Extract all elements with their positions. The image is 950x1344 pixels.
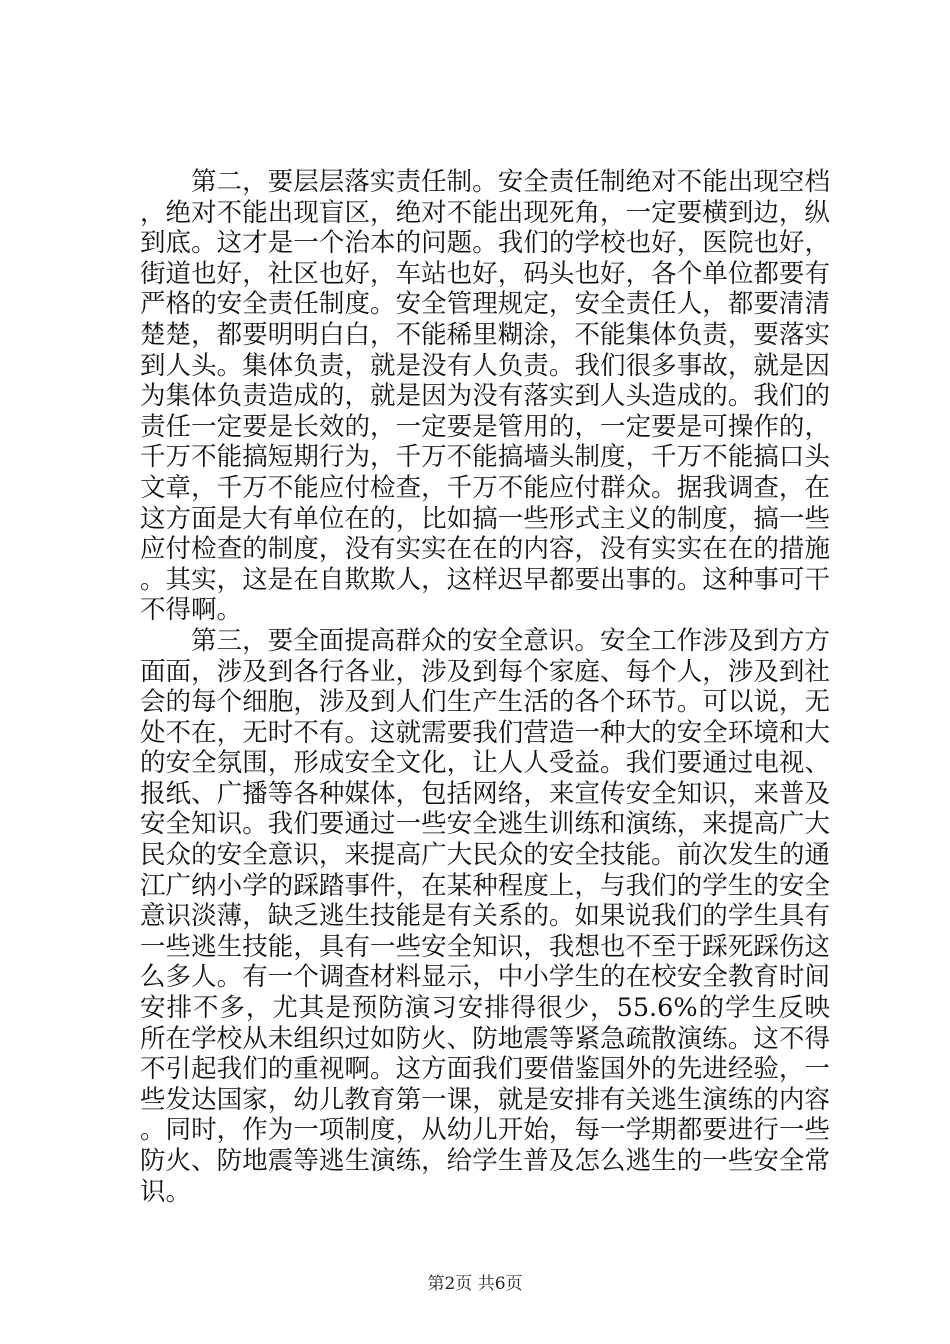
paragraph-safety-awareness: 第三，要全面提高群众的安全意识。安全工作涉及到方方面面，涉及到各行各业，涉及到每个家庭、每个人，涉及到社会的每个细胞，涉及到人们生产生活的各个环节。可以说，无处不在，无时不有。这就需要我们营造一种大的安全环境和大的安全氛围，形成安全文化，让人人受益。我们要通过电视、报纸、广播等各种媒体，包括网络，来宣传安全知识，来普及安全知识。我们要通过一些安全逃生训练和演练，来提高广大民众的安全意识，来提高广大民众的安全技能。前次发生的通江广纳小学的踩踏事件，在某种程度上，与我们的学生的安全意识淡薄，缺乏逃生技能是有关系的。如果说我们的学生具有一些逃生技能，具有一些安全知识，我想也不至于踩死踩伤这么多人。有一个调查材料显示，中小学生的在校安全教育时间安排不多，尤其是预防演习安排得很少，55.6%的学生反映所在学校从未组织过如防火、防地震等紧急疏散演练。这不得不引起我们的重视啊。这方面我们要借鉴国外的先进经验，一些发达国家，幼儿教育第一课，就是安排有关逃生演练的内容。同时，作为一项制度，从幼儿开始，每一学期都要进行一些防火、防地震等逃生演练，给学生普及怎么逃生的一些安全常识。	[140, 625, 830, 1207]
document-body	[140, 167, 830, 1207]
paragraph-responsibility-system: 第二，要层层落实责任制。安全责任制绝对不能出现空档，绝对不能出现盲区，绝对不能出现死角，一定要横到边，纵到底。这才是一个治本的问题。我们的学校也好，医院也好，街道也好，社区也好，车站也好，码头也好，各个单位都要有严格的安全责任制度。安全管理规定，安全责任人，都要清清楚楚，都要明明白白，不能稀里糊涂，不能集体负责，要落实到人头。集体负责，就是没有人负责。我们很多事故，就是因为集体负责造成的，就是因为没有落实到人头造成的。我们的责任一定要是长效的，一定要是管用的，一定要是可操作的，千万不能搞短期行为，千万不能搞墙头制度，千万不能搞口头文章，千万不能应付检查，千万不能应付群众。据我调查，在这方面是大有单位在的，比如搞一些形式主义的制度，搞一些应付检查的制度，没有实实在在的内容，没有实实在在的措施。其实，这是在自欺欺人，这样迟早都要出事的。这种事可干不得啊。	[140, 167, 830, 626]
page-footer: 第2页 共6页	[427, 1274, 523, 1294]
